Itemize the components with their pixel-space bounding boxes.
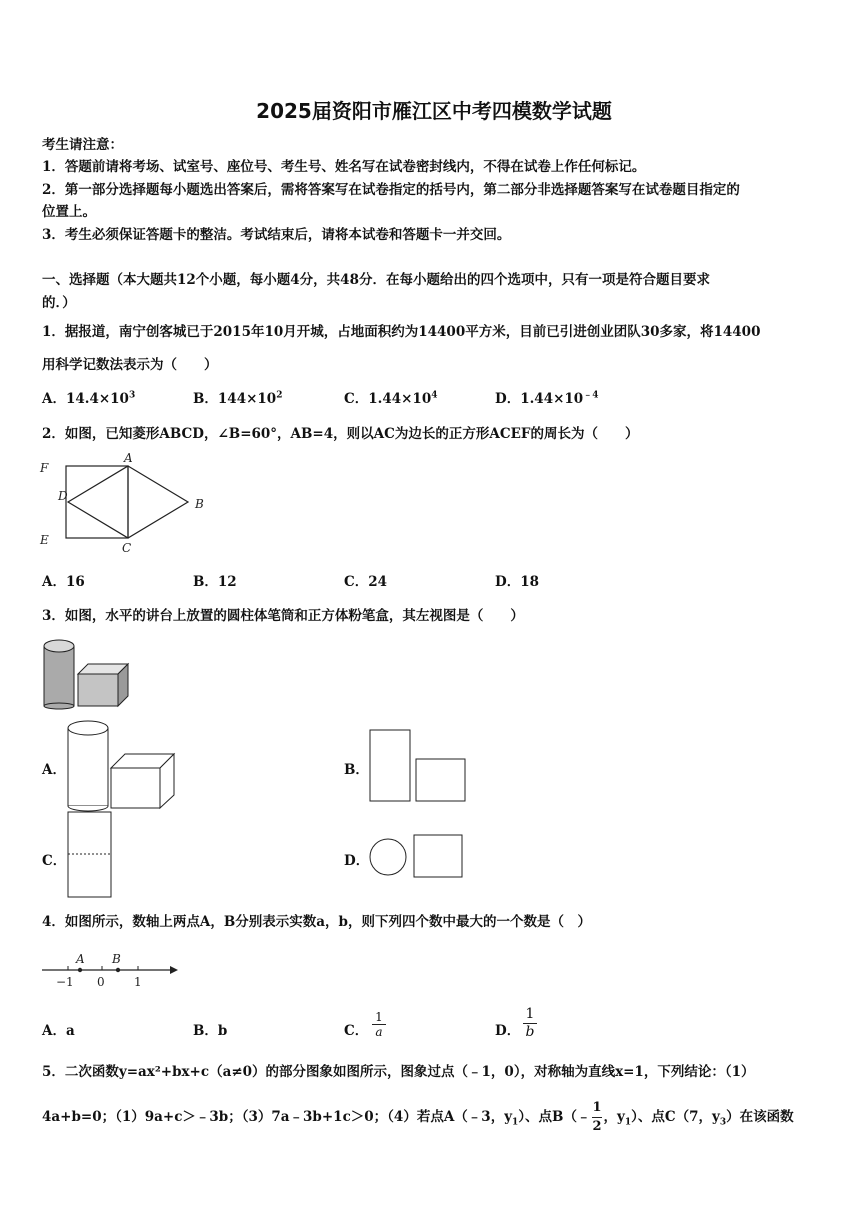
- cube-front: [111, 768, 160, 808]
- notice-header: 考生请注意：: [42, 137, 123, 153]
- q2-option-c: C．24: [344, 574, 388, 590]
- cube-front: [78, 674, 118, 706]
- q3-option-b-figure: [366, 727, 468, 805]
- tall-rectangle: [370, 730, 410, 801]
- q3-stem: 3．如图，水平的讲台上放置的圆柱体笔筒和正方体粉笔盒，其左视图是（ ）: [42, 608, 524, 624]
- q4-option-a: A．a: [42, 1023, 75, 1039]
- cylinder-body: [44, 646, 74, 706]
- q1-stem: 1．据报道，南宁创客城已于2015年10月开城，占地面积约为14400平方米，目前已引进创业团队30多家，将14400: [42, 324, 761, 340]
- label-a: A: [124, 452, 133, 465]
- label-e: E: [40, 533, 49, 547]
- cylinder-bottom: [44, 703, 74, 709]
- label-b: B: [195, 497, 204, 511]
- circle: [370, 839, 406, 875]
- q1-stem-cont: 用科学记数法表示为（ ）: [42, 357, 218, 373]
- tick-label-zero: 0: [97, 975, 105, 989]
- q3-option-a-figure: [62, 718, 178, 812]
- q4-option-c: C．: [344, 1023, 369, 1039]
- point-a: [78, 968, 82, 972]
- cylinder-top: [44, 640, 74, 652]
- q1-option-b: B．$144\times 10^2$: [193, 390, 283, 407]
- section-heading: 一、选择题（本大题共12个小题，每小题4分，共48分．在每小题给出的四个选项中，只有一项是符合题目要求: [42, 272, 710, 288]
- page-title: 2025届资阳市雁江区中考四模数学试题: [256, 99, 612, 123]
- q2-stem: 2．如图，已知菱形ABCD，∠B=60°，AB=4，则以AC为边长的正方形ACEF的周长为（ ）: [42, 426, 639, 442]
- section-heading-cont: 的．）: [42, 295, 76, 311]
- q1-option-d: D．$1.44\times 10^{﹣4}$: [495, 390, 599, 407]
- label-f: F: [40, 461, 49, 475]
- q2-option-b: B．12: [193, 574, 237, 590]
- q3-option-d-label: D．: [344, 853, 370, 869]
- q4-option-b: B．b: [193, 1023, 228, 1039]
- notice-item-1: 1．答题前请将考场、试室号、座位号、考生号、姓名写在试卷密封线内，不得在试卷上作任何标记。: [42, 159, 646, 175]
- q3-option-d-figure: [366, 831, 468, 881]
- q3-option-a-label: A．: [42, 762, 66, 778]
- q4-option-c-fraction: 1 a: [372, 1010, 386, 1039]
- q3-option-b-label: B．: [344, 762, 369, 778]
- point-b: [116, 968, 120, 972]
- cylinder-body: [68, 728, 108, 806]
- cylinder-top: [68, 721, 108, 735]
- q2-option-d: D．18: [495, 574, 539, 590]
- q3-option-c-figure: [64, 808, 116, 900]
- notice-item-2-cont: 位置上。: [42, 204, 96, 220]
- cylinder-cube-figure: [40, 636, 132, 710]
- q5-stem-cont: 4a+b=0；（1）9a+c＞﹣3b；（3）7a﹣3b+1c＞0；（4）若点A（﹣3，$y_1$）、点B（﹣ $\frac{1}{2}$ ，$y_1$）、点C（7，$y_3$）在该函数: [42, 1100, 794, 1134]
- rhombus-square-figure: [36, 452, 208, 558]
- q4-stem: 4．如图所示，数轴上两点A，B分别表示实数a，b，则下列四个数中最大的一个数是（ ）: [42, 914, 591, 930]
- tick-label-minus-one: −1: [56, 975, 74, 989]
- q1-option-a: A．$14.4\times 10^3$: [42, 390, 136, 407]
- square-acef: [66, 466, 128, 538]
- q3-option-c-label: C．: [42, 853, 67, 869]
- tick-label-one: 1: [134, 975, 142, 989]
- q1-option-c: C．$1.44\times 10^4$: [344, 390, 438, 407]
- label-d: D: [58, 489, 68, 503]
- square: [414, 835, 462, 877]
- q2-option-a: A．16: [42, 574, 85, 590]
- q5-stem: 5．二次函数y=ax²+bx+c（a≠0）的部分图象如图所示，图象过点（﹣1，0），对称轴为直线x=1，下列结论：（1）: [42, 1064, 755, 1080]
- label-c: C: [122, 541, 132, 555]
- number-line-figure: [38, 948, 186, 992]
- notice-item-2: 2．第一部分选择题每小题选出答案后，需将答案写在试卷指定的括号内，第二部分非选择题答案写在试卷题目指定的: [42, 182, 740, 198]
- notice-item-3: 3．考生必须保证答题卡的整洁。考试结束后，请将本试卷和答题卡一并交回。: [42, 227, 511, 243]
- square: [416, 759, 465, 801]
- q4-option-d: D．: [495, 1023, 521, 1039]
- axis-arrow: [170, 966, 178, 974]
- q4-option-d-fraction: 1 b: [523, 1006, 537, 1041]
- label-b: B: [112, 952, 121, 966]
- label-a: A: [76, 952, 85, 966]
